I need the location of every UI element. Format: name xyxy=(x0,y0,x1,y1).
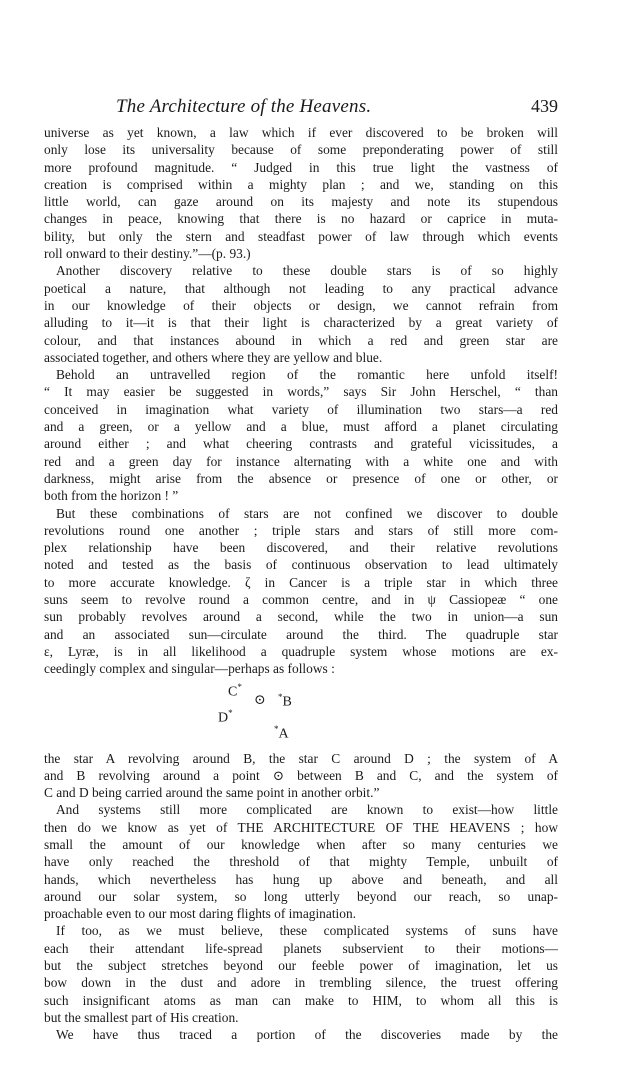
quadruple-star-diagram xyxy=(44,678,558,750)
text-line: darkness, might arise from the absence or presence of one or other, or xyxy=(44,470,558,486)
text-line: more profound magnitude. “ Judged in this true light the vastness of xyxy=(44,159,558,175)
running-title: The Architecture of the Heavens. xyxy=(116,96,372,117)
text-line: plex relationship have been discovered, and their relative revolutions xyxy=(44,540,558,556)
star-a-label: *A xyxy=(274,723,289,742)
text-line: noted and tested as the basis of continuous observation to lead ultimately xyxy=(44,557,558,573)
text-line: Another discovery relative to these double stars is of so highly xyxy=(56,263,558,279)
text-line: the star A revolving around B, the star C around D ; the system of A xyxy=(44,750,558,766)
text-line: but the subject stretches beyond our feeble power of imagination, let us xyxy=(44,958,558,974)
text-line: bow down in the dust and adore in trembling silence, the truest offering xyxy=(44,975,558,991)
text-line: “ It may easier be suggested in words,” says Sir John Herschel, “ than xyxy=(44,384,558,400)
text-line: But these combinations of stars are not confined we discover to double xyxy=(56,505,558,521)
text-line: universe as yet known, a law which if ever discovered to be broken will xyxy=(44,125,558,140)
text-line: ε, Lyræ, is in all likelihood a quadruple system whose motions are ex- xyxy=(44,643,558,659)
text-line: each their attendant life-spread planets subservient to their motions— xyxy=(44,940,558,956)
text-line: little world, can gaze around on its majesty and note its stupendous xyxy=(44,194,558,210)
text-line: hands, which nevertheless has hung up above and beneath, and all xyxy=(44,871,558,887)
text-line: proachable even to our most daring flights of imagination. xyxy=(44,906,356,922)
text-line: to more accurate knowledge. ζ in Cancer is a triple star in which three xyxy=(44,574,558,590)
text-line: and an associated sun—circulate around the third. The quadruple star xyxy=(44,626,558,642)
page-body xyxy=(44,124,558,1044)
text-line: poetical a nature, that although not leading to any practical advance xyxy=(44,280,558,296)
text-line: such insignificant atoms as man can make to HIM, to whom all this is xyxy=(44,992,558,1008)
text-line: conceived in imagination what variety of illumination two stars—a red xyxy=(44,401,558,417)
text-line: small the amount of our knowledge when after so many centuries we xyxy=(44,836,558,852)
text-block-after-diagram xyxy=(44,750,558,1044)
text-line: only lose its universality because of some preponderating power of still xyxy=(44,142,558,158)
text-line: C and D being carried around the same point in another orbit.” xyxy=(44,785,380,801)
text-line: ceedingly complex and singular—perhaps as follows : xyxy=(44,661,335,677)
text-line: suns seem to revolve round a common centre, and in ψ Cassiopeæ “ one xyxy=(44,592,558,608)
text-line: around either ; and what cheering contrasts and grateful vicissitudes, a xyxy=(44,436,558,452)
text-line: We have thus traced a portion of the discoveries made by the xyxy=(56,1027,558,1043)
text-line: alluding to it—it is that their light is characterized by a great variety of xyxy=(44,315,558,331)
text-line: then do we know as yet of THE ARCHITECTURE OF THE HEAVENS ; how xyxy=(44,819,558,835)
text-line: around our solar system, so long utterly beyond our reach, so unap- xyxy=(44,888,558,904)
text-line: both from the horizon ! ” xyxy=(44,488,179,504)
text-line: revolutions round one another ; triple stars and stars of still more com- xyxy=(44,522,558,538)
text-line: bility, but only the stern and steadfast power of law through which events xyxy=(44,228,558,244)
text-line: but the smallest part of His creation. xyxy=(44,1009,239,1025)
text-line: colour, and that instances abound in which a red and green star are xyxy=(44,332,558,348)
text-line: in our knowledge of their objects or design, we cannot refrain from xyxy=(44,297,558,313)
text-line: changes in peace, knowing that there is no hazard or caprice in muta- xyxy=(44,211,558,227)
star-b-label: *B xyxy=(278,691,292,710)
text-line: Behold an untravelled region of the romantic here unfold itself! xyxy=(56,367,558,383)
page-header xyxy=(44,96,558,120)
text-line: associated together, and others where they are yellow and blue. xyxy=(44,349,383,365)
text-line: If too, as we must believe, these complicated systems of suns have xyxy=(56,923,558,939)
text-line: sun probably revolves around a second, while the two in union—a sun xyxy=(44,609,558,625)
text-line: And systems still more complicated are known to exist—how little xyxy=(56,802,558,818)
page-number: 439 xyxy=(531,96,558,116)
text-line: and B revolving around a point ⊙ between B and C, and the system of xyxy=(44,767,558,783)
text-line: roll onward to their destiny.”—(p. 93.) xyxy=(44,246,251,262)
text-line: and a green, or a yellow and a blue, must afford a planet circulating xyxy=(44,419,558,435)
text-line: red and a green day for instance alternating with a white one and with xyxy=(44,453,558,469)
text-block-before-diagram xyxy=(44,124,558,678)
star-d-label: D* xyxy=(218,707,233,726)
text-line: have only reached the threshold of that mighty Temple, unbuilt of xyxy=(44,854,558,870)
star-c-label: C* xyxy=(228,681,242,700)
center-point-symbol: ⊙ xyxy=(254,692,266,708)
text-line: creation is comprised within a mighty plan ; and we, standing on this xyxy=(44,176,558,192)
